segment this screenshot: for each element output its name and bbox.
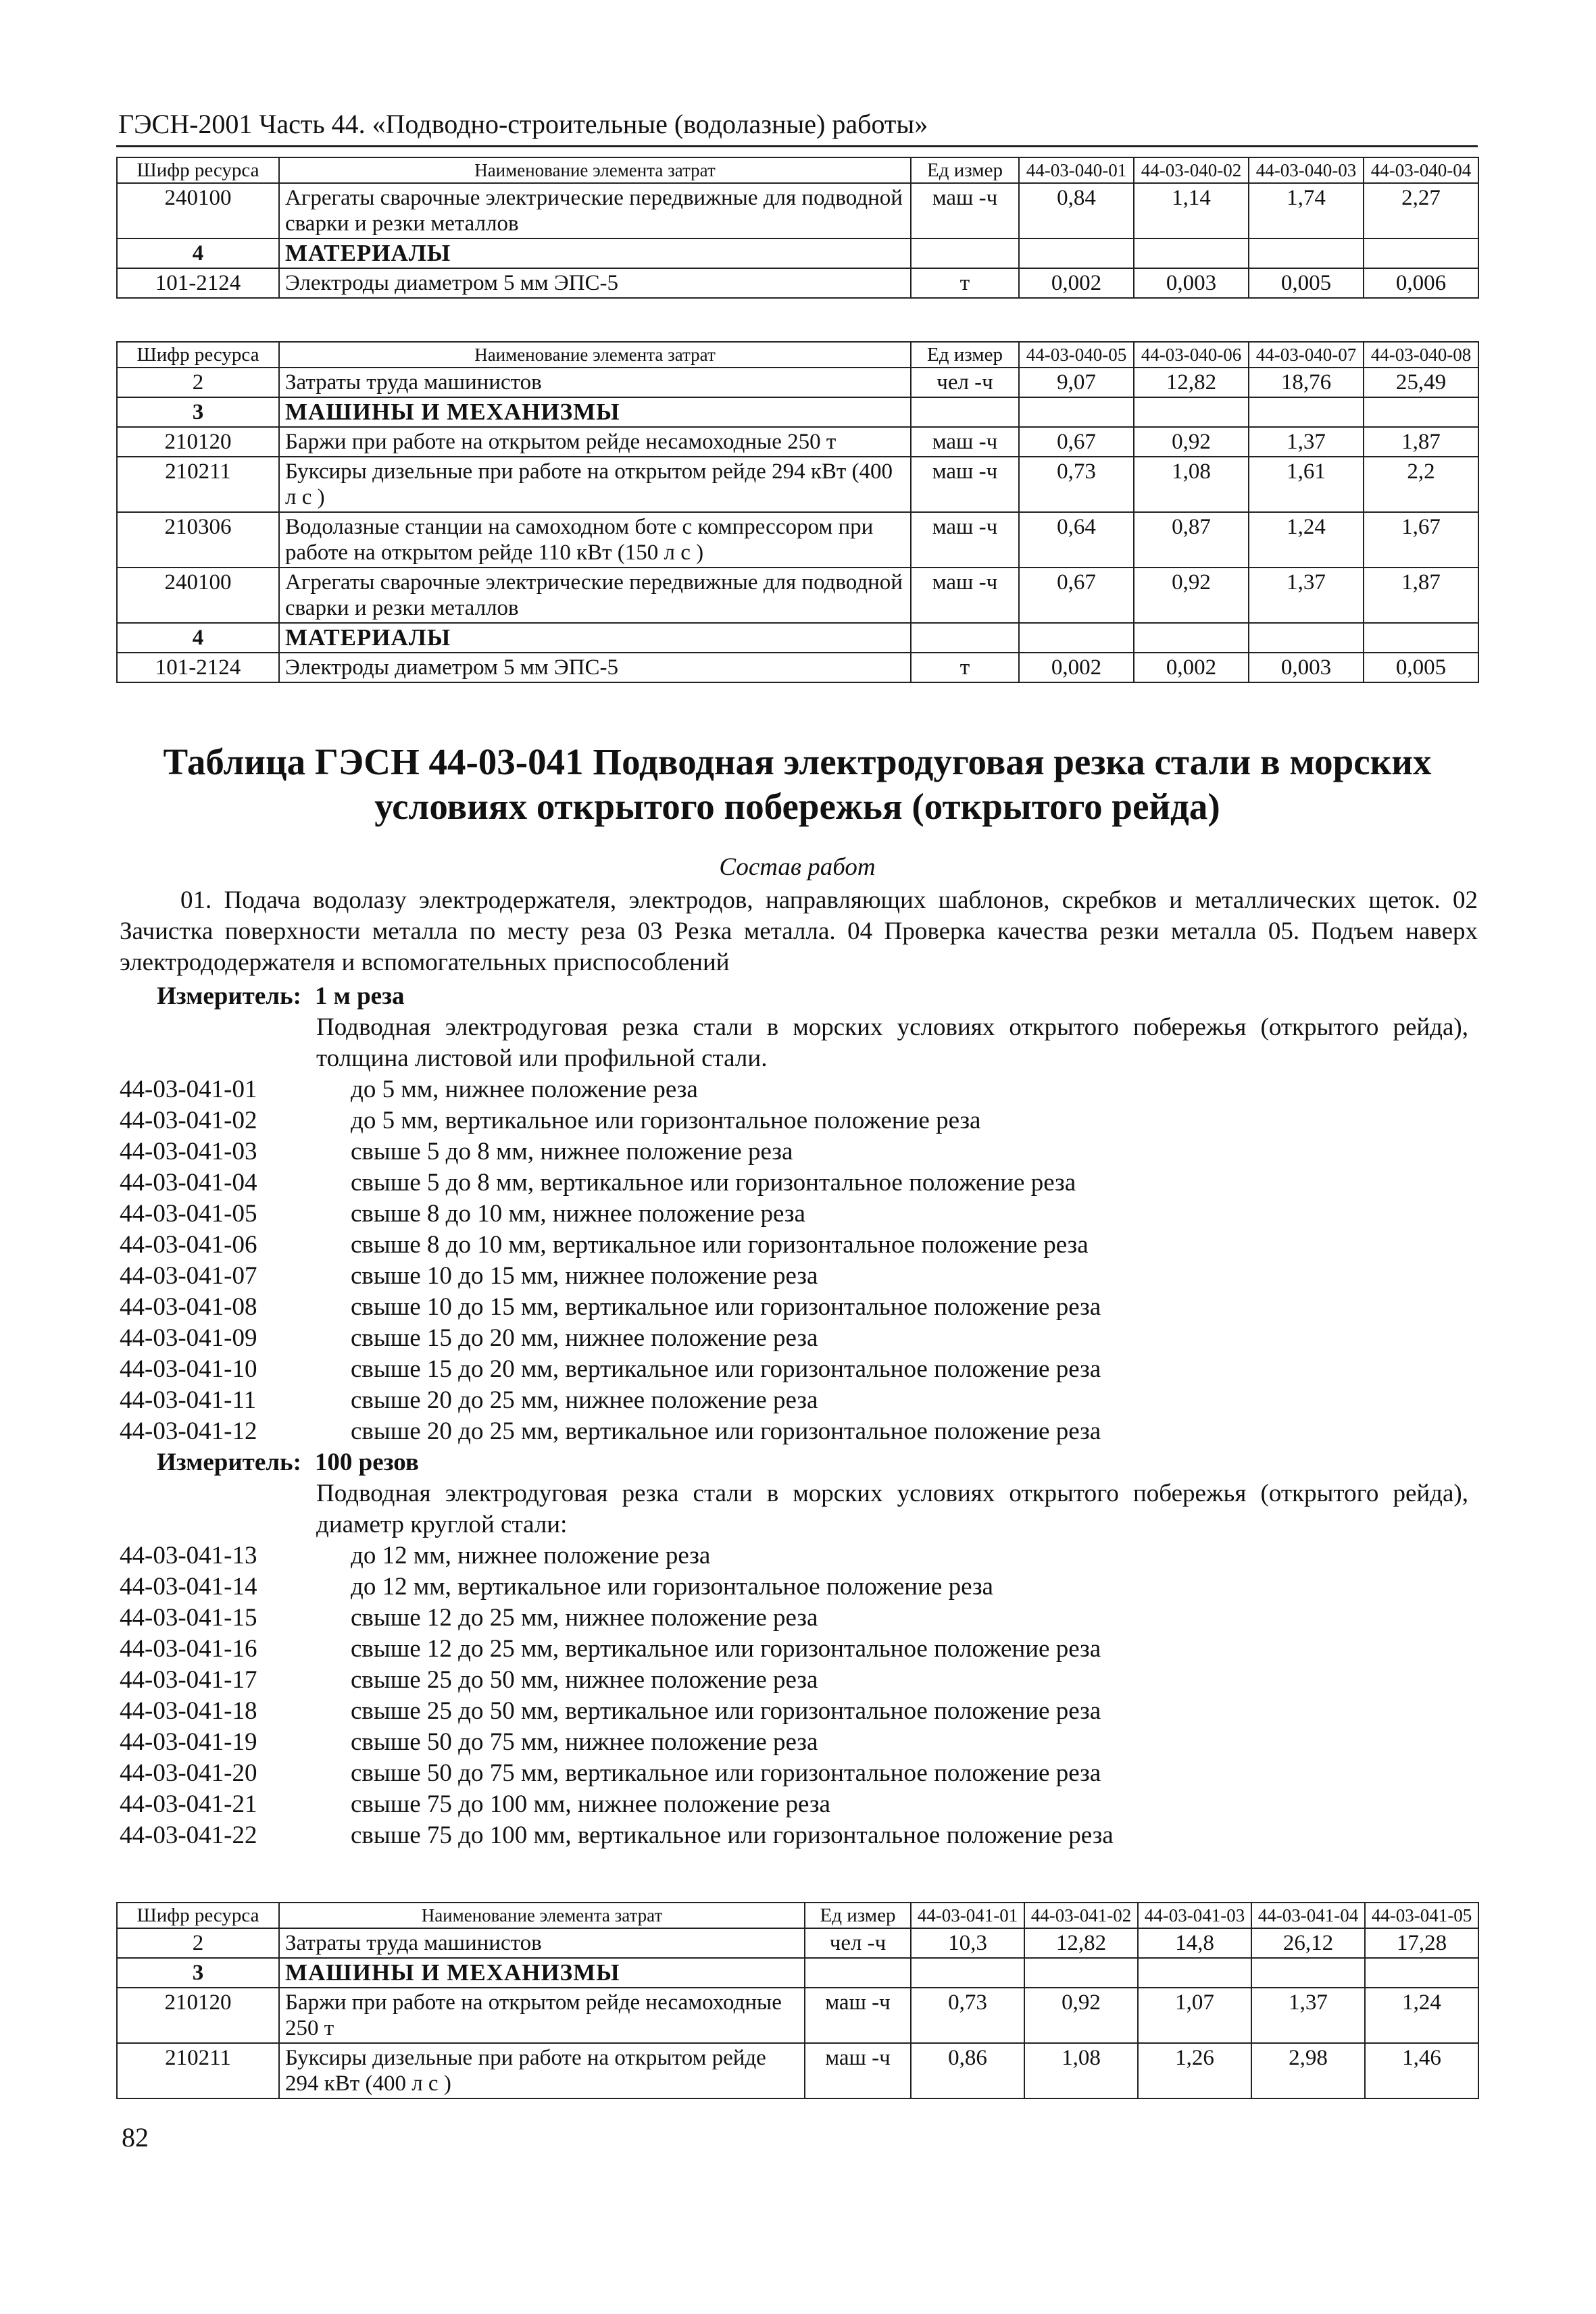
column-header-norm: 44-03-041-02 [1024,1903,1138,1928]
empty-cell [1024,1958,1138,1988]
table-row [117,457,1478,512]
resource-value: 1,87 [1364,568,1478,623]
norm-list-item [120,1540,1114,1571]
empty-cell [1138,1958,1251,1988]
work-composition-body: 01. Подача водолазу электродержателя, электродов, направляющих шаблонов, скребков и металлических щеток. 02 Зачистка поверхности металла по месту реза 03 Резка металла. 04 Проверка качества резки металла 05. Подъем наверх электрододержателя и вспомогательных приспособлений [120,886,1478,976]
norm-list-item [120,1665,1114,1696]
resource-code: 2 [117,368,279,397]
resource-value: 1,24 [1249,512,1364,568]
resource-code: 240100 [117,183,279,238]
table-title: Таблица ГЭСН 44-03-041 Подводная электродуговая резка стали в морских условиях открытого побережья (открытого рейда) [163,741,1432,827]
resource-value: 0,003 [1134,268,1249,298]
section-name: МАТЕРИАЛЫ [279,623,911,653]
resource-value: 1,37 [1249,427,1364,457]
empty-cell [1134,623,1249,653]
empty-cell [1134,397,1249,427]
resource-value: 0,92 [1024,1988,1138,2043]
norm-list-item [120,1634,1114,1665]
empty-cell [1019,397,1134,427]
norm-list-item [120,1820,1114,1851]
resource-value: 1,87 [1364,427,1478,457]
resource-value: 1,46 [1365,2043,1478,2098]
norm-code: 44-03-041-11 [120,1386,257,1414]
norm-code: 44-03-041-12 [120,1417,257,1445]
resource-value: 1,14 [1134,183,1249,238]
norm-description: свыше 50 до 75 мм, нижнее положение реза [351,1728,818,1756]
resource-unit: т [911,653,1019,682]
column-header-norm: 44-03-040-05 [1019,342,1134,368]
empty-cell [911,623,1019,653]
measure-unit-line [157,1447,419,1478]
resource-name: Агрегаты сварочные электрические передвижные для подводной сварки и резки металлов [279,568,911,623]
norm-code: 44-03-041-07 [120,1262,257,1290]
norm-list [120,1074,1101,1447]
column-header-code: Шифр ресурса [117,157,279,183]
column-header-name: Наименование элемента затрат [279,1903,805,1928]
empty-cell [1249,623,1364,653]
section-name: МАШИНЫ И МЕХАНИЗМЫ [279,397,911,427]
norm-description: свыше 10 до 15 мм, нижнее положение реза [351,1262,818,1290]
norm-description: до 12 мм, нижнее положение реза [351,1542,711,1569]
norm-list-item [120,1354,1101,1385]
norm-description: свыше 15 до 20 мм, вертикальное или горизонтальное положение реза [351,1355,1101,1383]
norm-code: 44-03-041-16 [120,1635,257,1663]
empty-cell [1249,397,1364,427]
empty-cell [1019,238,1134,268]
column-header-unit: Ед измер [911,157,1019,183]
empty-cell [911,397,1019,427]
table-row [117,2043,1478,2098]
empty-cell [1364,397,1478,427]
resource-value: 0,002 [1019,653,1134,682]
resource-value: 1,61 [1249,457,1364,512]
column-header-norm: 44-03-041-03 [1138,1903,1251,1928]
resource-value: 2,98 [1251,2043,1365,2098]
norm-description: свыше 8 до 10 мм, вертикальное или горизонтальное положение реза [351,1231,1089,1259]
running-header: ГЭСН-2001 Часть 44. «Подводно-строительные (водолазные) работы» [118,109,928,139]
norm-code: 44-03-041-06 [120,1231,257,1259]
resource-unit: т [911,268,1019,298]
resource-name: Баржи при работе на открытом рейде несамоходные 250 т [279,1988,805,2043]
norm-list-item [120,1758,1114,1789]
norm-description: свыше 75 до 100 мм, нижнее положение реза [351,1790,830,1818]
resource-unit: маш -ч [805,2043,911,2098]
norm-description: до 5 мм, вертикальное или горизонтальное положение реза [351,1107,981,1134]
section-row [117,1958,1478,1988]
resource-value: 2,27 [1364,183,1478,238]
column-header-name: Наименование элемента затрат [279,157,911,183]
norm-list-item [120,1074,1101,1105]
resource-value: 12,82 [1024,1928,1138,1958]
norm-description: свыше 75 до 100 мм, вертикальное или горизонтальное положение реза [351,1821,1114,1849]
norm-list-item [120,1789,1114,1820]
resource-value: 9,07 [1019,368,1134,397]
resource-value: 0,002 [1134,653,1249,682]
resource-value: 12,82 [1134,368,1249,397]
section-row [117,238,1478,268]
norm-list-item [120,1385,1101,1416]
resource-value: 0,84 [1019,183,1134,238]
resource-value: 0,92 [1134,568,1249,623]
norm-list-item [120,1292,1101,1323]
empty-cell [1249,238,1364,268]
norm-code: 44-03-041-13 [120,1542,257,1569]
norm-list-item [120,1571,1114,1603]
resource-code: 240100 [117,568,279,623]
measure-value: 1 м реза [314,982,405,1010]
resource-unit: чел -ч [911,368,1019,397]
empty-cell [911,238,1019,268]
norm-code: 44-03-041-04 [120,1169,257,1197]
norm-description: свыше 15 до 20 мм, нижнее положение реза [351,1324,818,1352]
empty-cell [1134,238,1249,268]
resource-table-040-01-04 [116,157,1479,299]
resource-value: 0,92 [1134,427,1249,457]
resource-name: Буксиры дизельные при работе на открытом рейде 294 кВт (400 л с ) [279,457,911,512]
resource-value: 25,49 [1364,368,1478,397]
section-code: 4 [117,623,279,653]
resource-unit: маш -ч [911,183,1019,238]
column-header-norm: 44-03-040-06 [1134,342,1249,368]
resource-value: 1,08 [1024,2043,1138,2098]
resource-unit: маш -ч [911,457,1019,512]
norm-code: 44-03-041-05 [120,1200,257,1228]
column-header-code: Шифр ресурса [117,1903,279,1928]
norm-list-item [120,1416,1101,1447]
norm-code: 44-03-041-08 [120,1293,257,1321]
norm-list-item [120,1603,1114,1634]
measure-description: Подводная электродуговая резка стали в морских условиях открытого побережья (открытого рейда), диаметр круглой стали: [316,1480,1468,1538]
section-name: МАШИНЫ И МЕХАНИЗМЫ [279,1958,805,1988]
resource-value: 1,37 [1251,1988,1365,2043]
table-row [117,653,1478,682]
measure-description: Подводная электродуговая резка стали в морских условиях открытого побережья (открытого рейда), толщина листовой или профильной стали. [316,1013,1468,1072]
resource-value: 17,28 [1365,1928,1478,1958]
section-code: 4 [117,238,279,268]
norm-code: 44-03-041-15 [120,1604,257,1632]
norm-description: свыше 25 до 50 мм, нижнее положение реза [351,1666,818,1694]
resource-code: 101-2124 [117,268,279,298]
norm-list-item [120,1167,1101,1199]
resource-value: 0,005 [1364,653,1478,682]
empty-cell [1019,623,1134,653]
norm-list [120,1540,1114,1851]
table-header-row [117,342,1478,368]
norm-description: до 5 мм, нижнее положение реза [351,1076,698,1103]
resource-value: 14,8 [1138,1928,1251,1958]
norm-code: 44-03-041-22 [120,1821,257,1849]
norm-description: свыше 5 до 8 мм, вертикальное или горизонтальное положение реза [351,1169,1076,1197]
resource-value: 10,3 [911,1928,1024,1958]
resource-value: 0,002 [1019,268,1134,298]
column-header-norm: 44-03-040-04 [1364,157,1478,183]
resource-name: Агрегаты сварочные электрические передвижные для подводной сварки и резки металлов [279,183,911,238]
norm-code: 44-03-041-03 [120,1138,257,1165]
norm-description: свыше 12 до 25 мм, вертикальное или горизонтальное положение реза [351,1635,1101,1663]
resource-unit: чел -ч [805,1928,911,1958]
norm-code: 44-03-041-21 [120,1790,257,1818]
empty-cell [1251,1958,1365,1988]
resource-value: 0,87 [1134,512,1249,568]
resource-value: 0,006 [1364,268,1478,298]
resource-value: 0,003 [1249,653,1364,682]
resource-value: 18,76 [1249,368,1364,397]
section-row [117,623,1478,653]
measure-value: 100 резов [314,1449,419,1476]
resource-table-040-05-08 [116,341,1479,683]
column-header-norm: 44-03-040-08 [1364,342,1478,368]
resource-value: 1,67 [1364,512,1478,568]
norm-list-item [120,1230,1101,1261]
resource-code: 210120 [117,1988,279,2043]
resource-value: 1,37 [1249,568,1364,623]
resource-value: 0,64 [1019,512,1134,568]
work-composition-text [120,885,1478,978]
work-composition-title: Состав работ [719,853,876,881]
column-header-norm: 44-03-040-07 [1249,342,1364,368]
resource-code: 210306 [117,512,279,568]
resource-value: 1,74 [1249,183,1364,238]
resource-value: 0,67 [1019,427,1134,457]
resource-value: 26,12 [1251,1928,1365,1958]
resource-value: 0,86 [911,2043,1024,2098]
resource-value: 0,73 [911,1988,1024,2043]
resource-value: 0,005 [1249,268,1364,298]
norm-description: свыше 10 до 15 мм, вертикальное или горизонтальное положение реза [351,1293,1101,1321]
table-row [117,368,1478,397]
column-header-norm: 44-03-040-03 [1249,157,1364,183]
norm-description: свыше 25 до 50 мм, вертикальное или горизонтальное положение реза [351,1697,1101,1725]
section-code: 3 [117,1958,279,1988]
norm-list-item [120,1105,1101,1136]
norm-code: 44-03-041-17 [120,1666,257,1694]
resource-value: 1,07 [1138,1988,1251,2043]
resource-name: Электроды диаметром 5 мм ЭПС-5 [279,653,911,682]
norm-description: свыше 8 до 10 мм, нижнее положение реза [351,1200,805,1228]
norm-description: свыше 20 до 25 мм, нижнее положение реза [351,1386,818,1414]
norm-list-item [120,1261,1101,1292]
section-name: МАТЕРИАЛЫ [279,238,911,268]
norm-list-item [120,1323,1101,1354]
table-row [117,427,1478,457]
section-row [117,397,1478,427]
page-number: 82 [122,2122,149,2153]
resource-name: Водолазные станции на самоходном боте с компрессором при работе на открытом рейде 110 кВт (150 л с ) [279,512,911,568]
resource-name: Буксиры дизельные при работе на открытом рейде 294 кВт (400 л с ) [279,2043,805,2098]
norm-description: свыше 50 до 75 мм, вертикальное или горизонтальное положение реза [351,1759,1101,1787]
norm-list-item [120,1727,1114,1758]
resource-code: 210211 [117,457,279,512]
resource-name: Затраты труда машинистов [279,368,911,397]
column-header-unit: Ед измер [911,342,1019,368]
norm-code: 44-03-041-01 [120,1076,257,1103]
resource-code: 210211 [117,2043,279,2098]
resource-code: 210120 [117,427,279,457]
resource-unit: маш -ч [911,512,1019,568]
header-rule [116,145,1478,147]
norm-code: 44-03-041-10 [120,1355,257,1383]
column-header-norm: 44-03-041-05 [1365,1903,1478,1928]
resource-name: Электроды диаметром 5 мм ЭПС-5 [279,268,911,298]
norm-list-item [120,1199,1101,1230]
norm-code: 44-03-041-19 [120,1728,257,1756]
resource-name: Затраты труда машинистов [279,1928,805,1958]
resource-value: 1,26 [1138,2043,1251,2098]
table-row [117,268,1478,298]
resource-name: Баржи при работе на открытом рейде несамоходные 250 т [279,427,911,457]
resource-table-041-01-05 [116,1902,1479,2099]
measure-label: Измеритель: [157,1449,301,1476]
table-header-row [117,1903,1478,1928]
norm-code: 44-03-041-20 [120,1759,257,1787]
column-header-norm: 44-03-041-01 [911,1903,1024,1928]
empty-cell [805,1958,911,1988]
resource-unit: маш -ч [911,568,1019,623]
norm-list-item [120,1696,1114,1727]
norm-description: свыше 12 до 25 мм, нижнее положение реза [351,1604,818,1632]
column-header-norm: 44-03-041-04 [1251,1903,1365,1928]
table-row [117,512,1478,568]
table-row [117,183,1478,238]
resource-unit: маш -ч [805,1988,911,2043]
norm-description: до 12 мм, вертикальное или горизонтальное положение реза [351,1573,993,1601]
column-header-name: Наименование элемента затрат [279,342,911,368]
norm-code: 44-03-041-02 [120,1107,257,1134]
resource-value: 0,73 [1019,457,1134,512]
measure-label: Измеритель: [157,982,301,1010]
resource-value: 2,2 [1364,457,1478,512]
resource-unit: маш -ч [911,427,1019,457]
norm-description: свыше 5 до 8 мм, нижнее положение реза [351,1138,793,1165]
resource-code: 101-2124 [117,653,279,682]
column-header-code: Шифр ресурса [117,342,279,368]
norm-code: 44-03-041-14 [120,1573,257,1601]
section-code: 3 [117,397,279,427]
table-row [117,568,1478,623]
resource-value: 1,24 [1365,1988,1478,2043]
norm-code: 44-03-041-09 [120,1324,257,1352]
table-row [117,1928,1478,1958]
empty-cell [1365,1958,1478,1988]
table-row [117,1988,1478,2043]
column-header-norm: 44-03-040-01 [1019,157,1134,183]
norm-description: свыше 20 до 25 мм, вертикальное или горизонтальное положение реза [351,1417,1101,1445]
norm-list-item [120,1136,1101,1167]
empty-cell [911,1958,1024,1988]
empty-cell [1364,623,1478,653]
norm-code: 44-03-041-18 [120,1697,257,1725]
empty-cell [1364,238,1478,268]
resource-code: 2 [117,1928,279,1958]
column-header-unit: Ед измер [805,1903,911,1928]
resource-value: 1,08 [1134,457,1249,512]
column-header-norm: 44-03-040-02 [1134,157,1249,183]
resource-value: 0,67 [1019,568,1134,623]
measure-unit-line [157,981,404,1012]
table-header-row [117,157,1478,183]
